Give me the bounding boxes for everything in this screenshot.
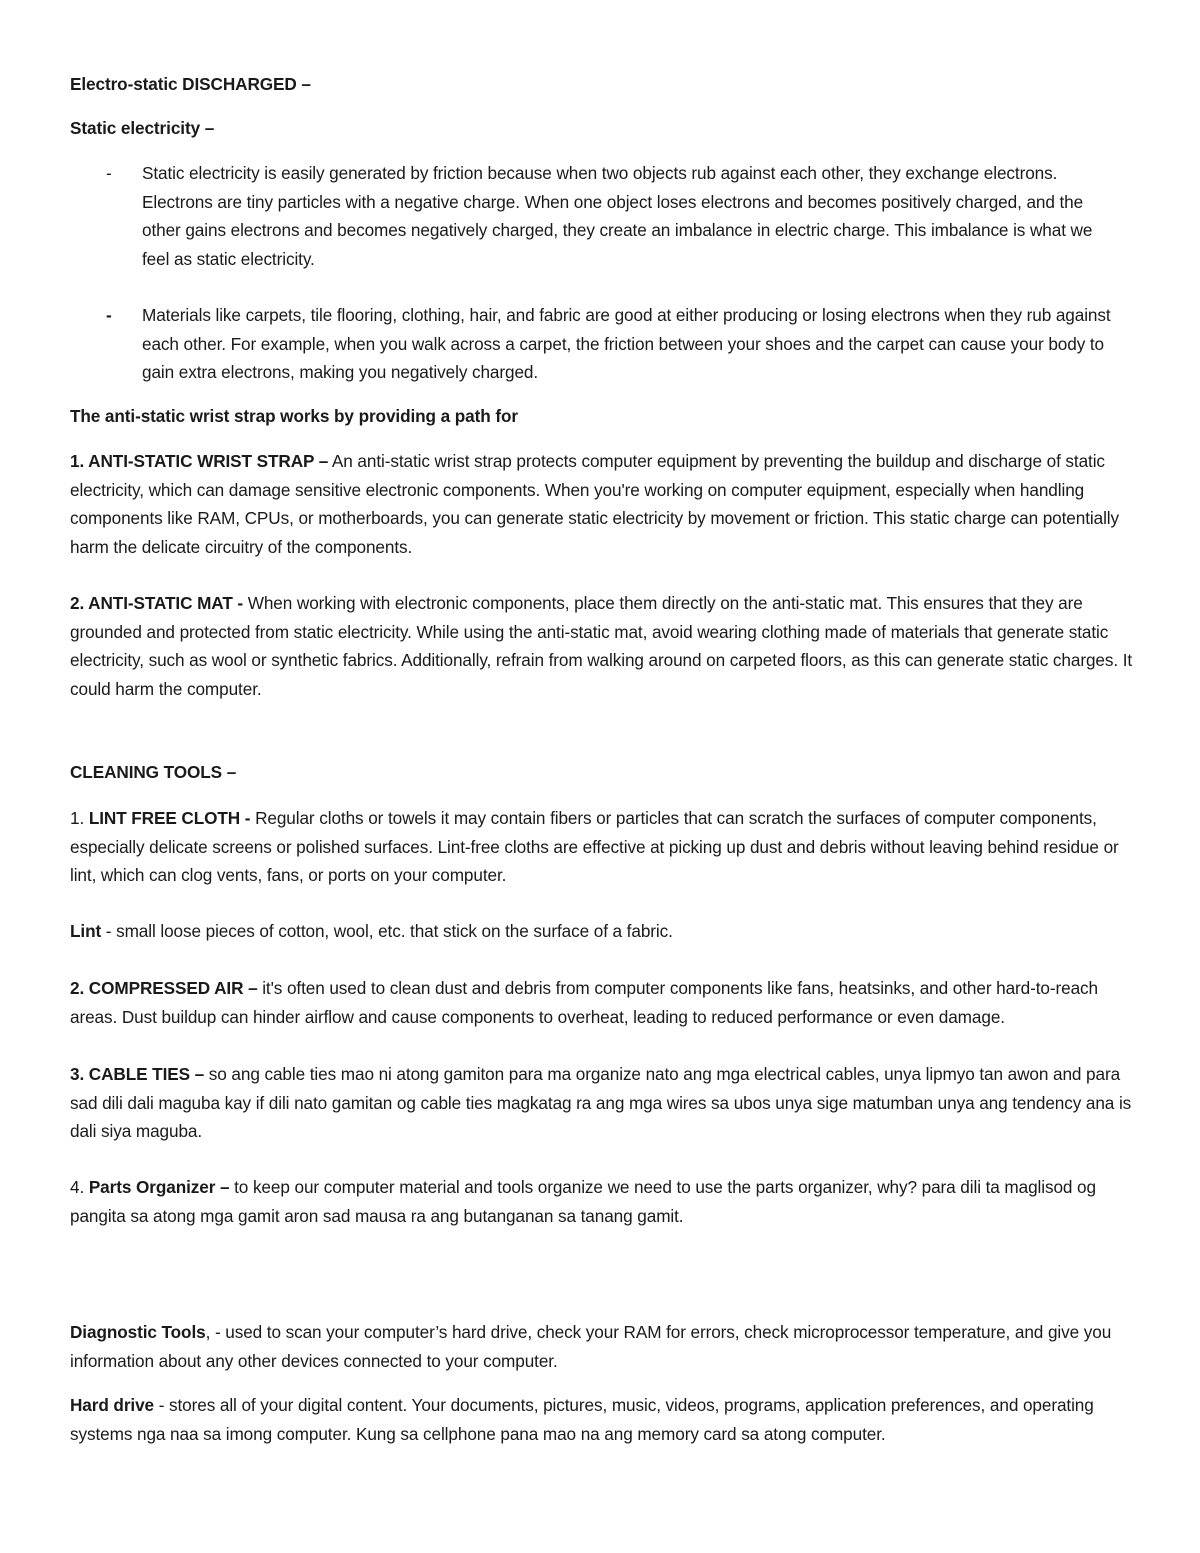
definition-lint: - small loose pieces of cotton, wool, etc. that stick on the surface of a fabric. — [101, 921, 673, 941]
paragraph-lint-free-cloth — [70, 804, 1135, 890]
bullet-text: Materials like carpets, tile flooring, clothing, hair, and fabric are good at either producing or losing electrons when they rub against each other. For example, when you walk across a carpet, the friction between your shoes and the carpet can cause your body to gain extra electrons, making you negatively charged. — [142, 305, 1111, 383]
term-wrist-strap: 1. ANTI-STATIC WRIST STRAP – — [70, 451, 329, 471]
term-lint-free-cloth: LINT FREE CLOTH - — [88, 808, 251, 828]
paragraph-compressed-air — [70, 974, 1135, 1031]
term-hard-drive: Hard drive — [70, 1395, 155, 1415]
definition-compressed-air: it's often used to clean dust and debris from computer components like fans, heatsinks, and other hard-to-reach areas. Dust buildup can hinder airflow and cause components to overheat, leading to reduced performance or even damage. — [70, 978, 1098, 1027]
paragraph-cable-ties — [70, 1060, 1135, 1146]
term-parts-organizer: Parts Organizer – — [88, 1177, 230, 1197]
bullet-text: Static electricity is easily generated by friction because when two objects rub against each other, they exchange electrons. Electrons are tiny particles with a negative charge. When one object loses electrons and becomes positively charged, and the other gains electrons and becomes negatively charged, they create an imbalance in electric charge. This imbalance is what we feel as static electricity. — [142, 163, 1093, 269]
paragraph-wrist-strap — [70, 447, 1135, 561]
term-cable-ties: 3. CABLE TIES – — [70, 1064, 205, 1084]
term-compressed-air: 2. COMPRESSED AIR – — [70, 978, 258, 998]
heading-static-electricity: Static electricity – — [70, 118, 215, 138]
bullet-dash: - — [106, 305, 112, 325]
heading-cleaning-tools: CLEANING TOOLS – — [70, 762, 237, 782]
definition-parts-organizer: to keep our computer material and tools organize we need to use the parts organizer, why? para dili ta maglisod og pangita sa atong mga gamit aron sad mausa ra ang butanganan sa tanang gamit. — [70, 1177, 1096, 1226]
term-diagnostic-tools: Diagnostic Tools — [70, 1322, 206, 1342]
paragraph-diagnostic-tools — [70, 1318, 1135, 1375]
bullet-dash: - — [106, 163, 112, 183]
definition-wrist-strap: An anti-static wrist strap protects computer equipment by preventing the buildup and discharge of static electricity, which can damage sensitive electronic components. When you're working on computer equipment, especially when handling components like RAM, CPUs, or motherboards, you can generate static electricity by movement or friction. This static charge can potentially harm the delicate circuitry of the components. — [70, 451, 1120, 557]
term-lint: Lint — [70, 921, 102, 941]
paragraph-antistatic-mat — [70, 589, 1135, 703]
document-page — [70, 0, 1135, 1553]
heading-esd: Electro-static DISCHARGED – — [70, 74, 311, 94]
paragraph-hard-drive — [70, 1391, 1135, 1448]
definition-antistatic-mat: When working with electronic components, place them directly on the anti-static mat. This ensures that they are grounded and protected from static electricity. While using the anti-static mat, avoid wearing clothing made of materials that generate static electricity, such as wool or synthetic fabrics. Additionally, refrain from walking around on carpeted floors, as this can generate static charges. It could harm the computer. — [70, 593, 1133, 699]
item-number: 4. — [70, 1177, 89, 1197]
definition-hard-drive: - stores all of your digital content. Your documents, pictures, music, videos, programs, application preferences, and operating systems nga naa sa imong computer. Kung sa cellphone pana mao na ang memory card sa atong computer. — [70, 1395, 1094, 1444]
heading-antistatic: The anti-static wrist strap works by providing a path for — [70, 406, 518, 426]
definition-diagnostic-tools: , - used to scan your computer’s hard drive, check your RAM for errors, check microprocessor temperature, and give you information about any other devices connected to your computer. — [70, 1322, 1112, 1371]
definition-lint-free-cloth: Regular cloths or towels it may contain fibers or particles that can scratch the surfaces of computer components, especially delicate screens or polished surfaces. Lint-free cloths are effective at picking up dust and debris without leaving behind residue or lint, which can clog vents, fans, or ports on your computer. — [70, 808, 1119, 886]
paragraph-lint — [70, 917, 1135, 946]
item-number: 1. — [70, 808, 89, 828]
paragraph-parts-organizer — [70, 1173, 1135, 1230]
term-antistatic-mat: 2. ANTI-STATIC MAT - — [70, 593, 244, 613]
definition-cable-ties: so ang cable ties mao ni atong gamiton para ma organize nato ang mga electrical cables, unya lipmyo tan awon and para sad dili dali maguba kay if dili nato gamitan og cable ties magkatag ra ang mga wires sa ubos unya sige matumban unya ang tendency ana is dali siya maguba. — [70, 1064, 1132, 1142]
